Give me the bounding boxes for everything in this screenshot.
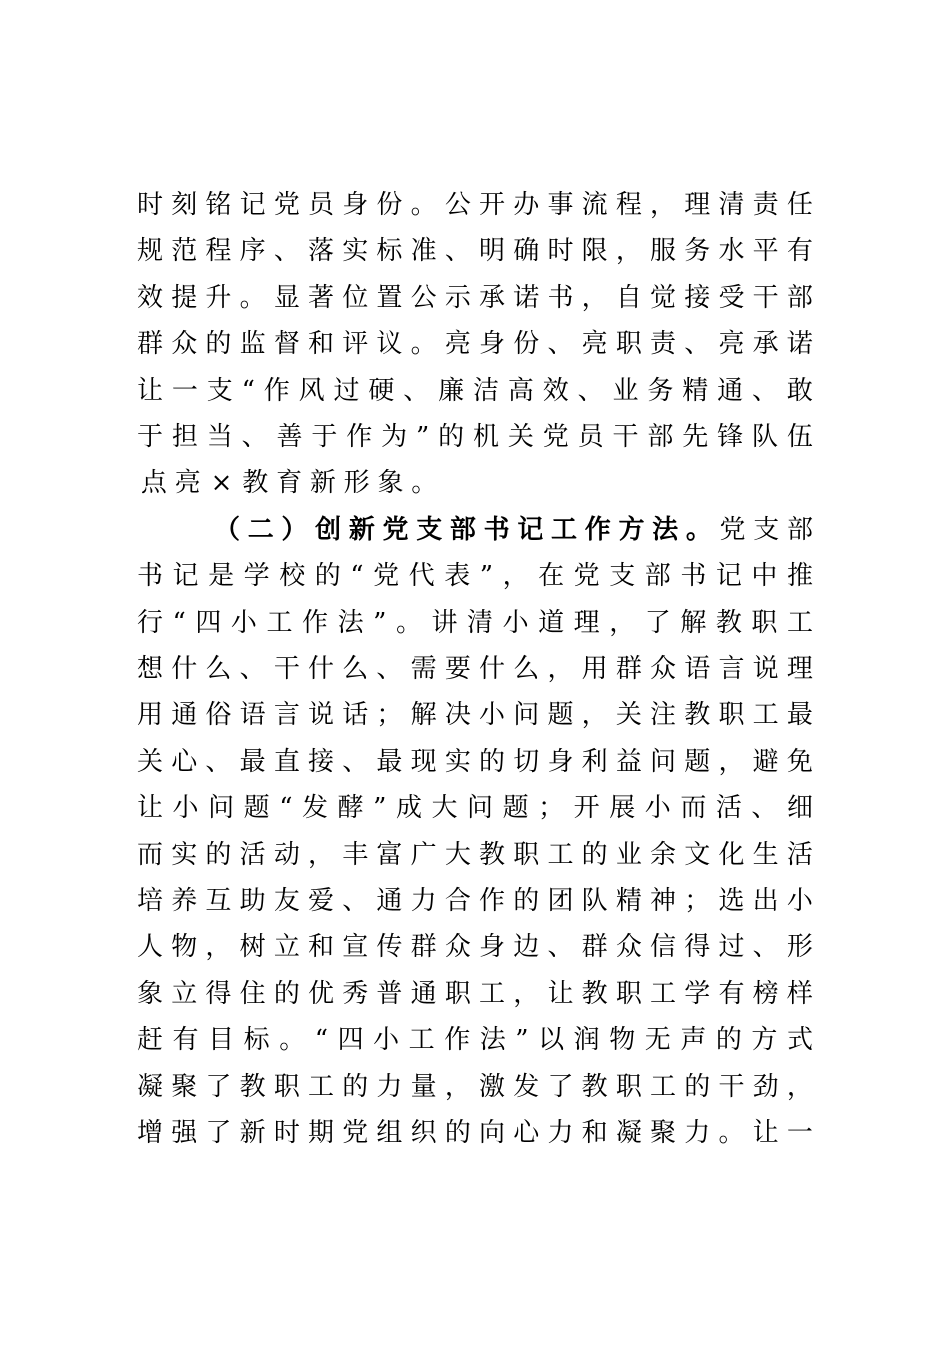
text-line: 凝 聚 了 教 职 工 的 力 量 ， 激 发 了 教 职 工 的 干 劲 ， — [137, 1071, 813, 1102]
text-line: 赶 有 目 标 。 “ 四 小 工 作 法 ” 以 润 物 无 声 的 方 式 — [137, 1025, 813, 1056]
text-line: 规 范 程 序 、 落 实 标 准 、 明 确 时 限 ， 服 务 水 平 有 — [137, 236, 813, 267]
text-line: 时 刻 铭 记 党 员 身 份 。 公 开 办 事 流 程 ， 理 清 责 任 — [137, 190, 813, 220]
text-line: 于 担 当 、 善 于 作 为 ” 的 机 关 党 员 干 部 先 锋 队 伍 — [137, 422, 813, 452]
text-line: 而 实 的 活 动 ， 丰 富 广 大 教 职 工 的 业 余 文 化 生 活 — [137, 839, 813, 870]
text-line: 培 养 互 助 友 爱 、 通 力 合 作 的 团 队 精 神 ； 选 出 小 — [137, 886, 813, 916]
text-line: 象 立 得 住 的 优 秀 普 通 职 工 ， 让 教 职 工 学 有 榜 样 — [137, 978, 813, 1009]
text-line: 想 什 么 、 干 什 么 、 需 要 什 么 ， 用 群 众 语 言 说 理 — [137, 654, 813, 684]
text-line: 人 物 ， 树 立 和 宣 传 群 众 身 边 、 群 众 信 得 过 、 形 — [137, 932, 813, 963]
text-line: 让 一 支 “ 作 风 过 硬 、 廉 洁 高 效 、 业 务 精 通 、 敢 — [137, 375, 813, 406]
text-line: 点 亮 × 教 育 新 形 象 。 — [140, 468, 438, 499]
text-line: 增 强 了 新 时 期 党 组 织 的 向 心 力 和 凝 聚 力 。 让 一 — [137, 1118, 813, 1148]
text-line: 让 小 问 题 “ 发 酵 ” 成 大 问 题 ； 开 展 小 而 活 、 细 — [137, 793, 813, 824]
text-line: 行 “ 四 小 工 作 法 ” 。 讲 清 小 道 理 ， 了 解 教 职 工 — [137, 607, 813, 638]
text-line: 关 心 、 最 直 接 、 最 现 实 的 切 身 利 益 问 题 ， 避 免 — [137, 746, 813, 777]
text-line: 效 提 升 。 显 著 位 置 公 示 承 诺 书 ， 自 觉 接 受 干 部 — [137, 282, 813, 313]
text-line: （ 二 ） 创 新 党 支 部 书 记 工 作 方 法 。 党 支 部 — [214, 514, 813, 545]
text-line: 用 通 俗 语 言 说 话 ； 解 决 小 问 题 ， 关 注 教 职 工 最 — [137, 700, 813, 731]
text-line: 群 众 的 监 督 和 评 议 。 亮 身 份 、 亮 职 责 、 亮 承 诺 — [137, 329, 813, 360]
text-line: 书 记 是 学 校 的 “ 党 代 表 ” ， 在 党 支 部 书 记 中 推 — [137, 561, 813, 592]
